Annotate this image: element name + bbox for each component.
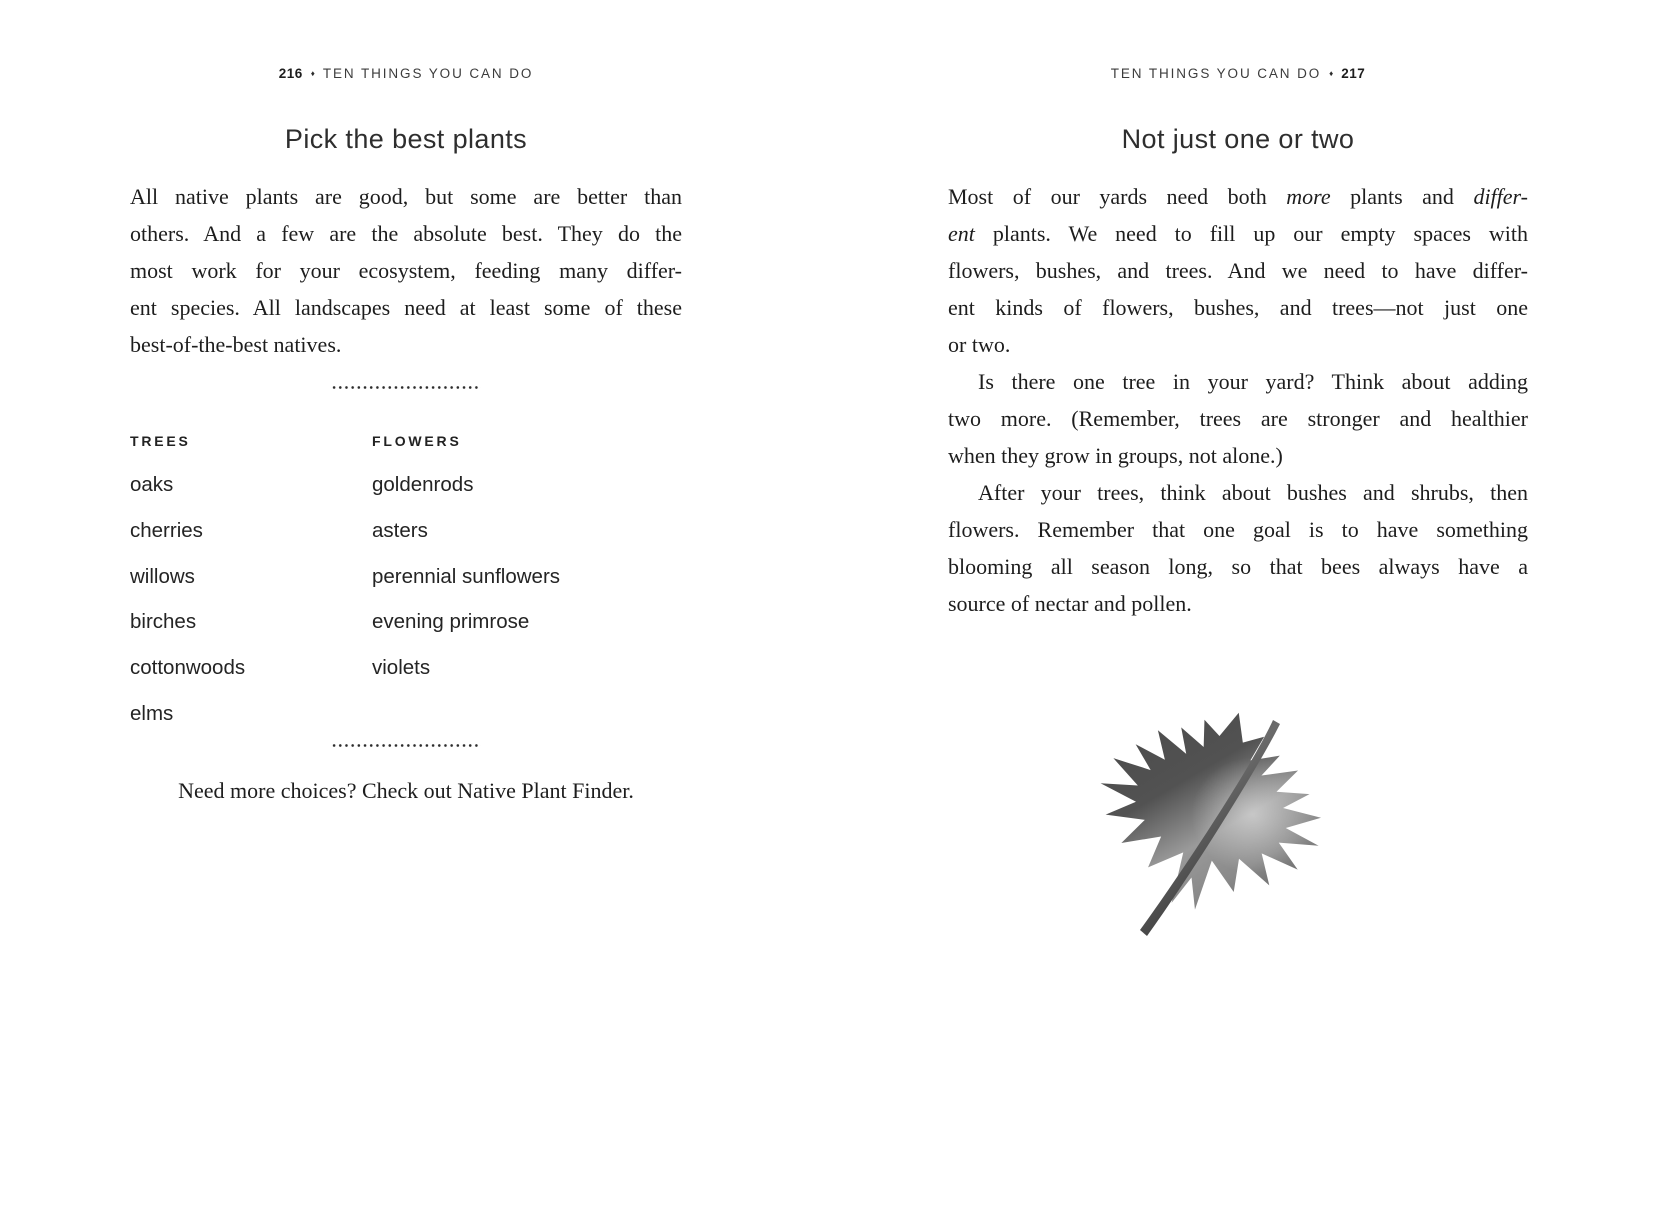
text-line: source of nectar and pollen. [948, 591, 1192, 616]
page-number: 217 [1341, 66, 1366, 81]
text-line: ent species. All landscapes need at least some of these [130, 295, 682, 320]
intro-paragraph [130, 178, 682, 363]
list-item: asters [372, 518, 428, 542]
paragraph [948, 363, 1528, 474]
maple-leaf-icon [1063, 700, 1353, 945]
section-heading-left: Pick the best plants [284, 124, 528, 154]
text-line: ent kinds of flowers, bushes, and trees—not just one [948, 295, 1528, 320]
list-item: cottonwoods [130, 656, 246, 680]
paragraph [948, 178, 1528, 363]
diamond-separator-icon: ♦ [1329, 69, 1334, 78]
list-item: willows [130, 564, 195, 588]
text-line: most work for your ecosystem, feeding many differ- [130, 258, 682, 283]
text-line: Most of our yards need both more plants and differ- [948, 184, 1528, 209]
running-head-title: TEN THINGS YOU CAN DO [1110, 66, 1322, 81]
dotted-divider-top [331, 386, 481, 389]
list-item: oaks [130, 473, 174, 496]
text-line: best-of-the-best natives. [130, 332, 342, 357]
page-217 [948, 0, 1528, 1224]
text-line: when they grow in groups, not alone.) [948, 443, 1283, 468]
flowers-list-header: FLOWERS [372, 433, 462, 449]
text-line: flowers. Remember that one goal is to have something [948, 517, 1528, 542]
text-line: ent plants. We need to fill up our empty spaces with [948, 221, 1528, 246]
list-item: perennial sunflowers [372, 564, 561, 588]
text-line: flowers, bushes, and trees. And we need to have differ- [948, 258, 1528, 283]
text-line: All native plants are good, but some are better than [130, 184, 682, 209]
text-line: or two. [948, 332, 1011, 357]
text-line: others. And a few are the absolute best. They do the [130, 221, 682, 246]
flowers-list [372, 433, 560, 702]
paragraph [948, 474, 1528, 622]
diamond-separator-icon: ♦ [310, 69, 315, 78]
list-item: birches [130, 610, 197, 634]
maple-leaf-illustration [1063, 700, 1353, 945]
body-paragraphs [948, 178, 1528, 622]
paragraph [130, 178, 682, 363]
list-item: cherries [130, 518, 203, 542]
running-head-left [130, 66, 682, 81]
running-head-title: TEN THINGS YOU CAN DO [322, 66, 534, 81]
trees-list-items [130, 473, 245, 748]
flowers-list-items [372, 473, 560, 702]
trees-list [130, 433, 245, 748]
list-item: goldenrods [372, 473, 474, 496]
list-item: evening primrose [372, 610, 530, 634]
dotted-divider-bottom [331, 744, 481, 747]
text-line: blooming all season long, so that bees always have a [948, 554, 1528, 579]
text-line: Is there one tree in your yard? Think about adding [978, 369, 1528, 394]
list-item: violets [372, 656, 431, 680]
running-head-right [948, 66, 1528, 81]
section-heading-right: Not just one or two [1121, 124, 1355, 154]
footer-note: Need more choices? Check out Native Plant Finder. [178, 778, 634, 803]
page-number: 216 [278, 66, 303, 81]
trees-list-header: TREES [130, 433, 191, 449]
list-item: elms [130, 701, 174, 725]
text-line: After your trees, think about bushes and shrubs, then [978, 480, 1528, 505]
page-216 [130, 0, 682, 1224]
text-line: two more. (Remember, trees are stronger and healthier [948, 406, 1528, 431]
